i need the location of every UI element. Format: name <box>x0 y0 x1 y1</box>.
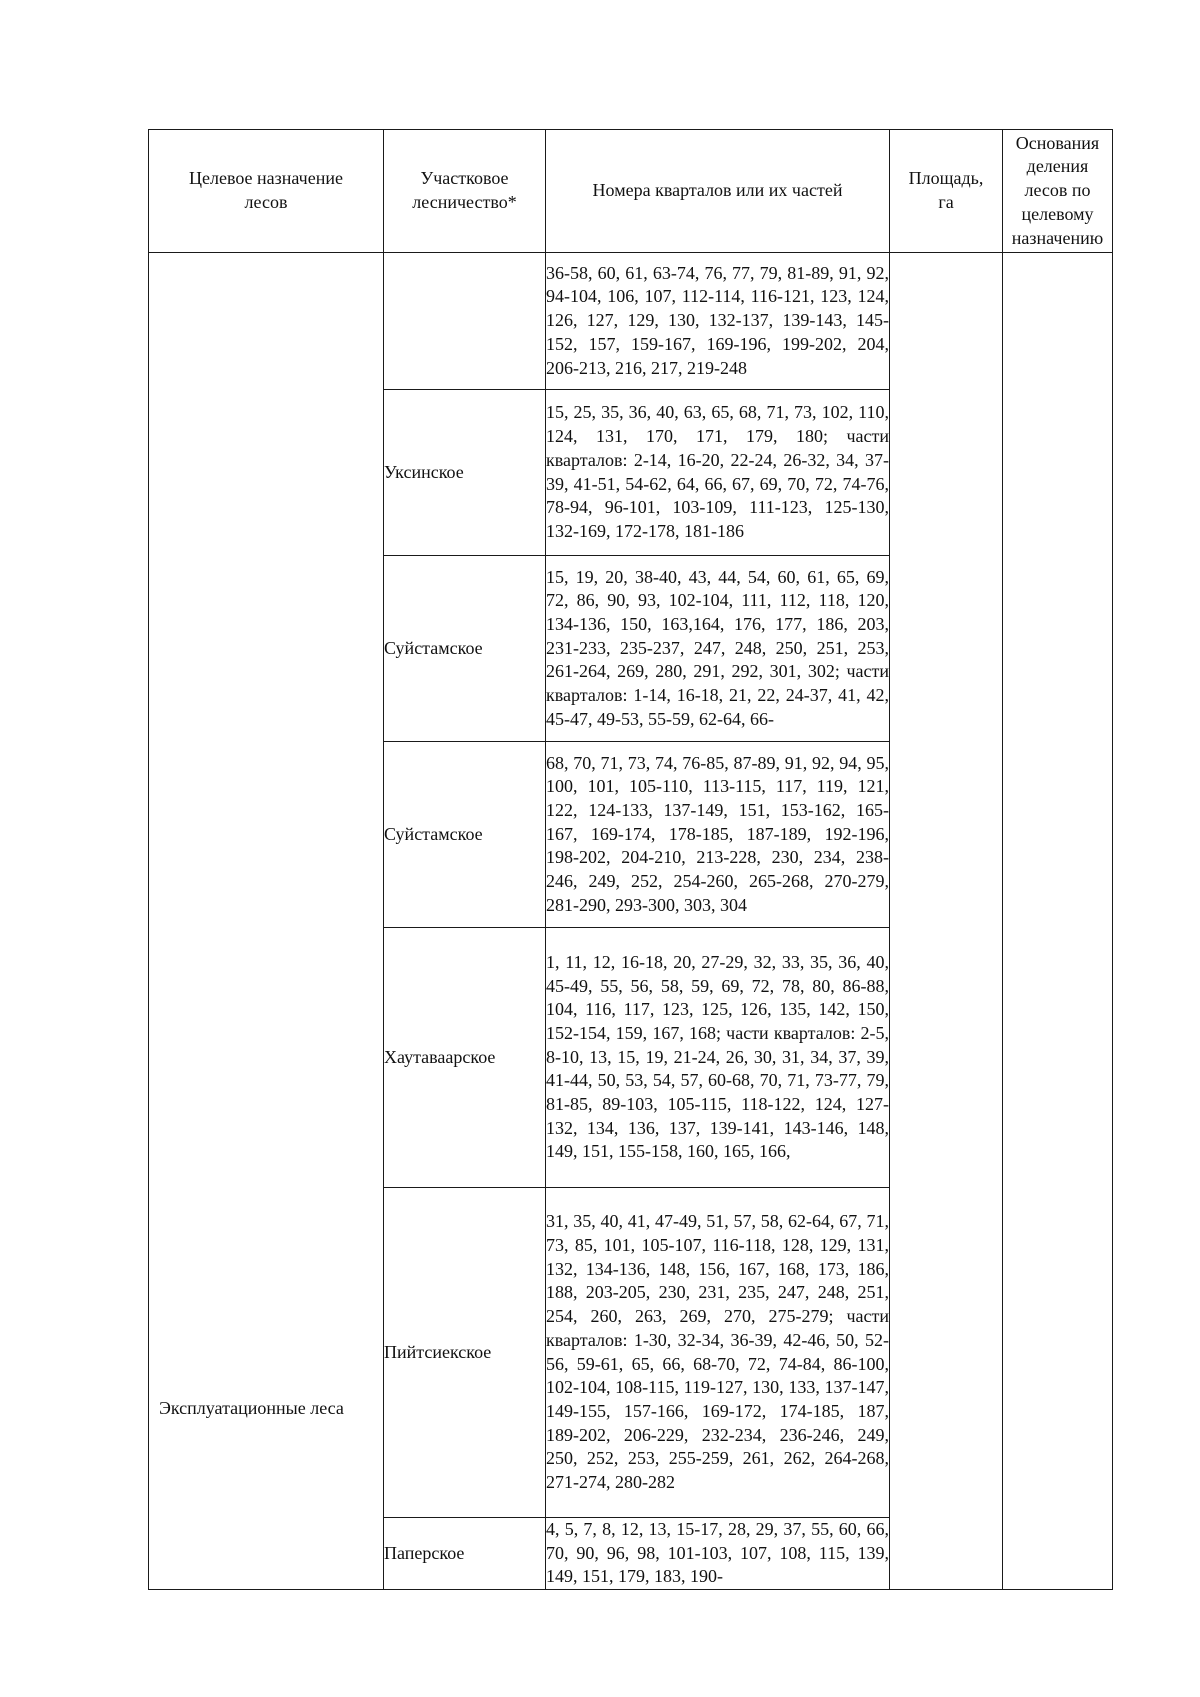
district-cell: Пийтсиекское <box>384 1188 546 1518</box>
quarters-cell: 15, 25, 35, 36, 40, 63, 65, 68, 71, 73, 102, 110, 124, 131, 170, 171, 179, 180; части кварталов: 2-14, 16-20, 22-24, 26-32, 34, 37-39, 41-51, 54-62, 64, 66, 67, 69, 70, 72, 74-76, 78-94, 96-101, 103-109, 111-123, 125-130, 132-169, 172-178, 181-186 <box>546 390 890 556</box>
purpose-cell <box>149 253 384 1590</box>
area-cell <box>890 253 1003 1590</box>
quarters-cell: 31, 35, 40, 41, 47-49, 51, 57, 58, 62-64, 67, 71, 73, 85, 101, 105-107, 116-118, 128, 129, 131, 132, 134-136, 148, 156, 167, 168, 173, 186, 188, 203-205, 230, 231, 235, 247, 248, 251, 254, 260, 263, 269, 270, 275-279; части кварталов: 1-30, 32-34, 36-39, 42-46, 50, 52-56, 59-61, 65, 66, 68-70, 72, 74-84, 86-100, 102-104, 108-115, 119-127, 130, 133, 137-147, 149-155, 157-166, 169-172, 174-185, 187, 189-202, 206-229, 232-234, 236-246, 249, 250, 252, 253, 255-259, 261, 262, 264-268, 271-274, 280-282 <box>546 1188 890 1518</box>
header-basis-line2: деления <box>1026 156 1089 177</box>
basis-cell <box>1003 253 1113 1590</box>
header-purpose-line2: лесов <box>244 192 288 212</box>
header-district <box>384 130 546 253</box>
header-district-line2: лесничество* <box>412 192 517 212</box>
header-area-line2: га <box>938 192 954 212</box>
header-basis-line3: лесов по <box>1024 180 1091 201</box>
header-area <box>890 130 1003 253</box>
header-purpose-line1: Целевое назначение <box>189 168 343 189</box>
table-row <box>149 253 1113 390</box>
header-basis-line4: целевому <box>1021 203 1094 224</box>
header-quarters-text: Номера кварталов или их частей <box>592 180 843 201</box>
purpose-label: Эксплуатационные леса <box>159 1398 344 1419</box>
district-cell: Уксинское <box>384 390 546 556</box>
forest-purpose-table <box>148 129 1113 1590</box>
header-basis-line5: назначению <box>1011 227 1104 248</box>
district-cell: Хаутаваарское <box>384 928 546 1188</box>
header-basis-line1: Основания <box>1015 132 1100 153</box>
district-cell <box>384 253 546 390</box>
header-purpose <box>149 130 384 253</box>
header-district-line1: Участковое <box>420 168 509 189</box>
district-cell: Суйстамское <box>384 556 546 742</box>
district-cell: Суйстамское <box>384 742 546 928</box>
header-quarters <box>546 130 890 253</box>
quarters-cell: 15, 19, 20, 38-40, 43, 44, 54, 60, 61, 65, 69, 72, 86, 90, 93, 102-104, 111, 112, 118, 120, 134-136, 150, 163,164, 176, 177, 186, 203, 231-233, 235-237, 247, 248, 250, 251, 253, 261-264, 269, 280, 291, 292, 301, 302; части кварталов: 1-14, 16-18, 21, 22, 24-37, 41, 42, 45-47, 49-53, 55-59, 62-64, 66- <box>546 556 890 742</box>
district-cell: Паперское <box>384 1518 546 1590</box>
quarters-cell: 4, 5, 7, 8, 12, 13, 15-17, 28, 29, 37, 55, 60, 66, 70, 90, 96, 98, 101-103, 107, 108, 115, 139, 149, 151, 179, 183, 190- <box>546 1518 890 1590</box>
header-basis <box>1003 130 1113 253</box>
table-header-row <box>149 130 1113 253</box>
header-area-line1: Площадь, <box>908 168 984 189</box>
quarters-cell: 36-58, 60, 61, 63-74, 76, 77, 79, 81-89, 91, 92, 94-104, 106, 107, 112-114, 116-121, 123, 124, 126, 127, 129, 130, 132-137, 139-143, 145-152, 157, 159-167, 169-196, 199-202, 204, 206-213, 216, 217, 219-248 <box>546 253 890 390</box>
quarters-cell: 1, 11, 12, 16-18, 20, 27-29, 32, 33, 35, 36, 40, 45-49, 55, 56, 58, 59, 69, 72, 78, 80, 86-88, 104, 116, 117, 123, 125, 126, 135, 142, 150, 152-154, 159, 167, 168; части кварталов: 2-5, 8-10, 13, 15, 19, 21-24, 26, 30, 31, 34, 37, 39, 41-44, 50, 53, 54, 57, 60-68, 70, 71, 73-77, 79, 81-85, 89-103, 105-115, 118-122, 124, 127-132, 134, 136, 137, 139-141, 143-146, 148, 149, 151, 155-158, 160, 165, 166, <box>546 928 890 1188</box>
quarters-cell: 68, 70, 71, 73, 74, 76-85, 87-89, 91, 92, 94, 95, 100, 101, 105-110, 113-115, 117, 119, 121, 122, 124-133, 137-149, 151, 153-162, 165-167, 169-174, 178-185, 187-189, 192-196, 198-202, 204-210, 213-228, 230, 234, 238-246, 249, 252, 254-260, 265-268, 270-279, 281-290, 293-300, 303, 304 <box>546 742 890 928</box>
